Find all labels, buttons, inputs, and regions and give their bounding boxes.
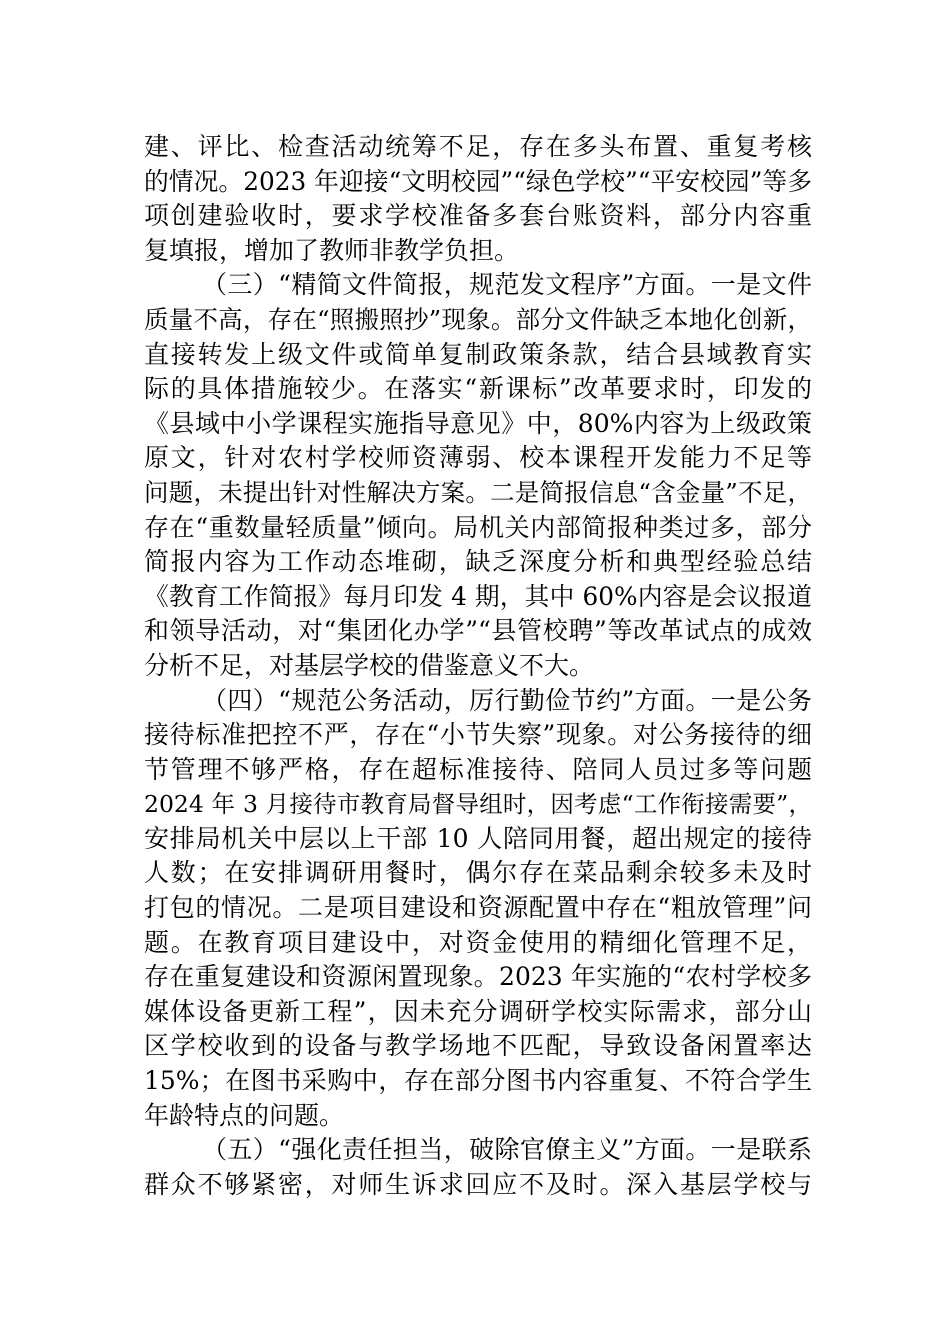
text-line: 《县域中小学课程实施指导意见》中，80%内容为上级政策	[144, 408, 812, 438]
text-line: 原文，针对农村学校师资薄弱、校本课程开发能力不足等	[144, 443, 812, 473]
text-line: 存在重复建设和资源闲置现象。2023 年实施的“农村学校多	[144, 962, 812, 992]
text-line: 节管理不够严格，存在超标准接待、陪同人员过多等问题	[144, 754, 812, 784]
text-line: 区学校收到的设备与教学场地不匹配，导致设备闲置率达	[144, 1031, 812, 1061]
text-line: 分析不足，对基层学校的借鉴意义不大。	[144, 650, 595, 680]
text-line: 复填报，增加了教师非教学负担。	[144, 235, 520, 265]
text-line: 人数；在安排调研用餐时，偶尔存在菜品剩余较多未及时	[144, 858, 812, 888]
text-line: 媒体设备更新工程”，因未充分调研学校实际需求，部分山	[144, 996, 812, 1026]
text-line: 和领导活动，对“集团化办学”“县管校聘”等改革试点的成效	[144, 616, 812, 646]
text-line: 简报内容为工作动态堆砌，缺乏深度分析和典型经验总结	[144, 547, 812, 577]
document-body	[144, 130, 812, 1202]
text-line: 质量不高，存在“照搬照抄”现象。部分文件缺乏本地化创新，	[144, 304, 812, 334]
text-line: （三）“精简文件简报，规范发文程序”方面。一是文件	[202, 270, 812, 300]
text-line: 题。在教育项目建设中，对资金使用的精细化管理不足，	[144, 927, 812, 957]
text-line: （四）“规范公务活动，厉行勤俭节约”方面。一是公务	[202, 685, 812, 715]
text-line: 的情况。2023 年迎接“文明校园”“绿色学校”“平安校园”等多	[144, 166, 812, 196]
text-line: 接待标准把控不严，存在“小节失察”现象。对公务接待的细	[144, 720, 812, 750]
text-line: （五）“强化责任担当，破除官僚主义”方面。一是联系	[202, 1135, 812, 1165]
text-line: 存在“重数量轻质量”倾向。局机关内部简报种类过多，部分	[144, 512, 812, 542]
text-line: 项创建验收时，要求学校准备多套台账资料，部分内容重	[144, 201, 812, 231]
text-line: 际的具体措施较少。在落实“新课标”改革要求时，印发的	[144, 374, 812, 404]
text-line: 打包的情况。二是项目建设和资源配置中存在“粗放管理”问	[144, 893, 812, 923]
text-line: 建、评比、检查活动统筹不足，存在多头布置、重复考核	[144, 132, 812, 161]
text-line: 2024 年 3 月接待市教育局督导组时，因考虑“工作衔接需要”，	[144, 790, 812, 819]
text-line: 问题，未提出针对性解决方案。二是简报信息“含金量”不足，	[144, 477, 812, 507]
text-line: 安排局机关中层以上干部 10 人陪同用餐，超出规定的接待	[144, 823, 812, 853]
text-line: 群众不够紧密，对师生诉求回应不及时。深入基层学校与	[144, 1169, 812, 1199]
text-line: 15%；在图书采购中，存在部分图书内容重复、不符合学生	[144, 1066, 812, 1096]
text-line: 《教育工作简报》每月印发 4 期，其中 60%内容是会议报道	[144, 581, 812, 611]
text-line: 直接转发上级文件或简单复制政策条款，结合县域教育实	[144, 339, 812, 369]
text-line: 年龄特点的问题。	[144, 1100, 345, 1130]
